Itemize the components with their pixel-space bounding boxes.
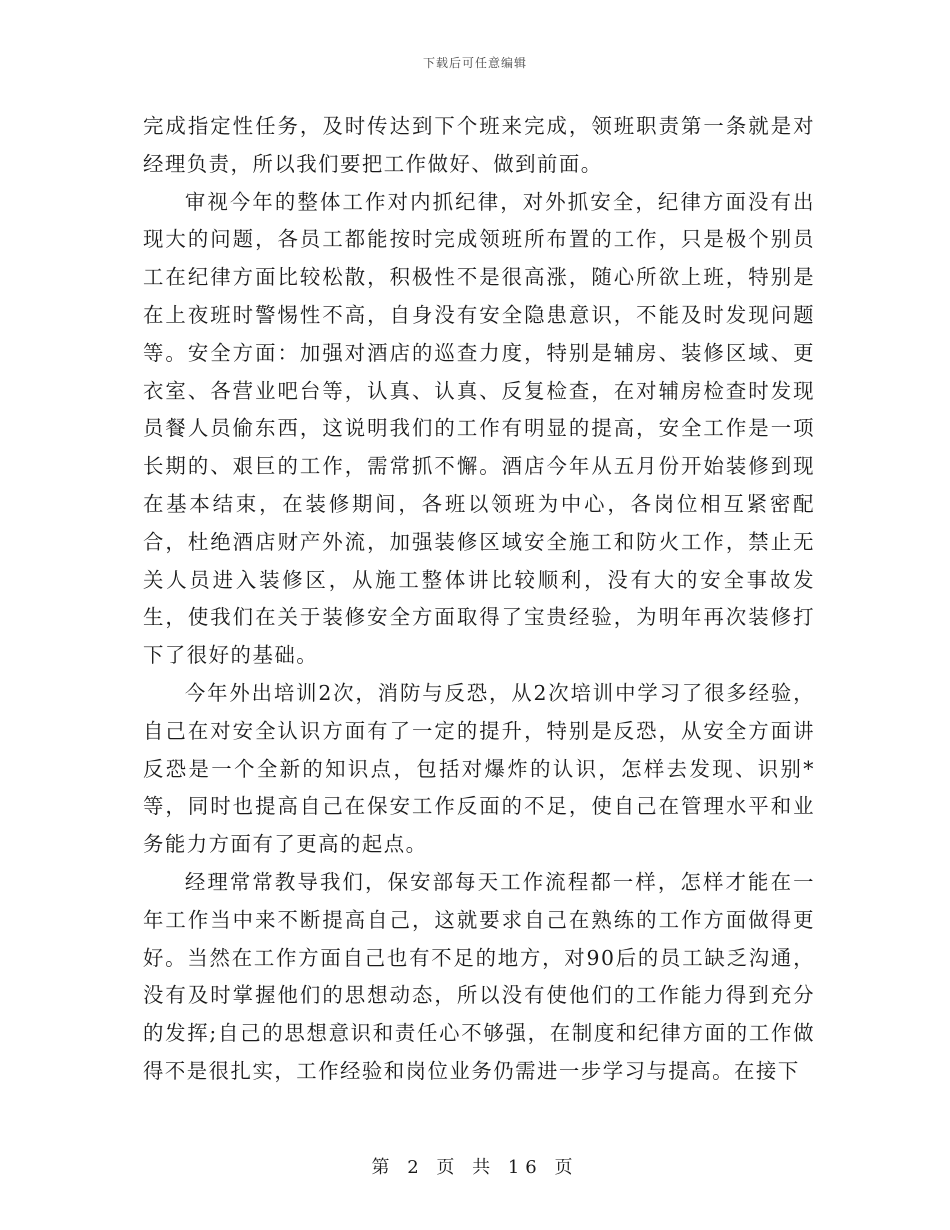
paragraph-2: 审视今年的整体工作对内抓纪律，对外抓安全，纪律方面没有出现大的问题，各员工都能按时完成领班所布置的工作，只是极个别员工在纪律方面比较松散，积极性不是很高涨，随心所欲上班，特别是在上夜班时警惕性不高，自身没有安全隐患意识，不能及时发现问题等。安全方面：加强对酒店的巡查力度，特别是辅房、装修区域、更衣室、各营业吧台等，认真、认真、反复检查，在对辅房检查时发现员餐人员偷东西，这说明我们的工作有明显的提高，安全工作是一项长期的、艰巨的工作，需常抓不懈。酒店今年从五月份开始装修到现在基本结束，在装修期间，各班以领班为中心，各岗位相互紧密配合，杜绝酒店财产外流，加强装修区域安全施工和防火工作，禁止无关人员进入装修区，从施工整体讲比较顺利，没有大的安全事故发生，使我们在关于装修安全方面取得了宝贵经验，为明年再次装修打下了很好的基础。 — [143, 189, 815, 668]
paragraph-4: 经理常常教导我们，保安部每天工作流程都一样，怎样才能在一年工作当中来不断提高自己，这就要求自己在熟练的工作方面做得更好。当然在工作方面自己也有不足的地方，对90后的员工缺乏沟通，没有及时掌握他们的思想动态，所以没有使他们的工作能力得到充分的发挥;自己的思想意识和责任心不够强，在制度和纪律方面的工作做得不是很扎实，工作经验和岗位业务仍需进一步学习与提高。在接下 — [143, 869, 815, 1083]
page-footer: 第 2 页 共 16 页 — [371, 1157, 579, 1178]
paragraph-3: 今年外出培训2次，消防与反恐，从2次培训中学习了很多经验，自己在对安全认识方面有了一定的提升，特别是反恐，从安全方面讲反恐是一个全新的知识点，包括对爆炸的认识，怎样去发现、识别*等，同时也提高自己在保安工作反面的不足，使自己在管理水平和业务能力方面有了更高的起点。 — [143, 680, 815, 857]
paragraph-1: 完成指定性任务，及时传达到下个班来完成，领班职责第一条就是对经理负责，所以我们要把工作做好、做到前面。 — [143, 114, 815, 176]
page-header: 下载后可任意编辑 — [422, 56, 527, 70]
document-body — [143, 108, 815, 1091]
